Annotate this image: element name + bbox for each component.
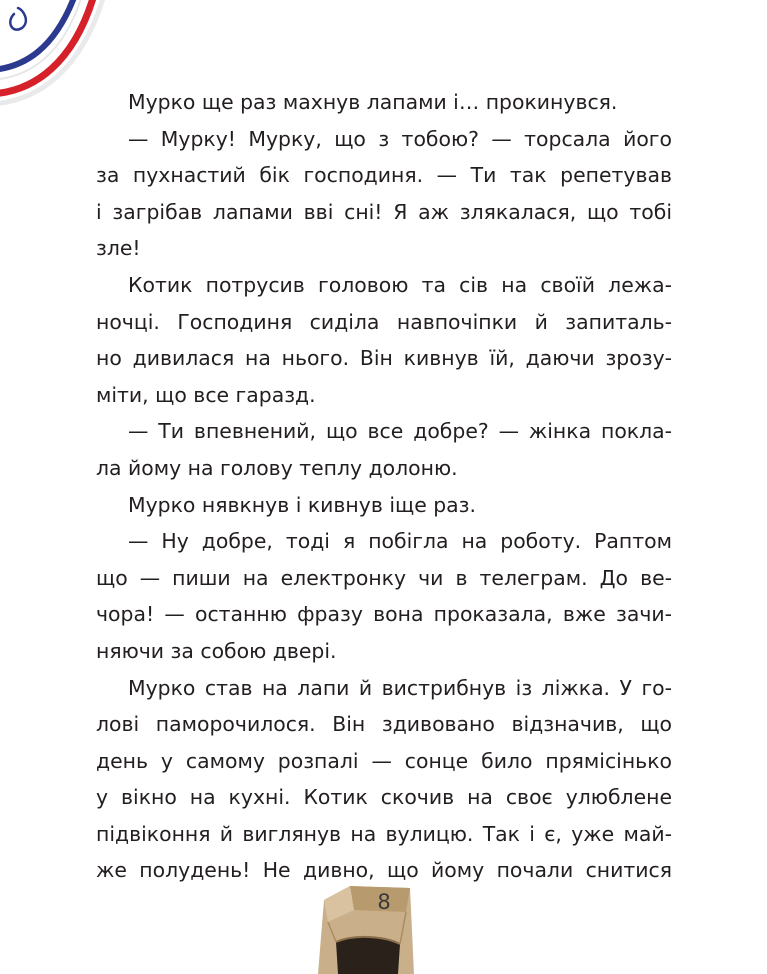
- text-line: зле!: [96, 236, 141, 261]
- page-text: [96, 84, 672, 889]
- text-line: підвіконня й виглянув на вулицю. Так і є, уже май-: [96, 821, 672, 846]
- text-line: Котик потрусив головою та сів на своїй лежа-: [128, 272, 672, 297]
- text-line: чора! — останню фразу вона проказала, вже зачи-: [96, 602, 672, 627]
- text-line: за пухнастий бік господиня. — Ти так репетував: [96, 163, 672, 188]
- text-line: — Ну добре, тоді я побігла на роботу. Раптом: [128, 529, 672, 554]
- text-line: що — пиши на електронку чи в телеграм. До ве-: [96, 565, 672, 590]
- text-line: же полудень! Не дивно, що йому почали снитися: [96, 858, 672, 883]
- text-line: день у самому розпалі — сонце било прямісінько: [96, 748, 672, 773]
- text-line: міти, що все гаразд.: [96, 382, 316, 407]
- text-line: Мурко ще раз махнув лапами і… прокинувся.: [128, 90, 618, 114]
- text-line: і загрібав лапами вві сні! Я аж злякалася, що тобі: [96, 199, 672, 224]
- text-line: — Мурку! Мурку, що з тобою? — торсала його: [128, 126, 672, 151]
- text-line: Мурко нявкнув і кивнув іще раз.: [128, 492, 476, 517]
- page-number: 8: [377, 890, 391, 914]
- text-line: но дивилася на нього. Він кивнув їй, даючи зрозу-: [96, 346, 672, 371]
- text-line: лові паморочилося. Він здивовано відзначив, що: [96, 712, 672, 737]
- text-line: няючи за собою двері.: [96, 638, 337, 663]
- text-line: ла йому на голову теплу долоню.: [96, 455, 458, 480]
- text-line: Мурко став на лапи й вистрибнув із ліжка. У го-: [128, 675, 672, 700]
- page-number-badge: [314, 882, 422, 974]
- text-line: ночці. Господиня сиділа навпочіпки й запиталь-: [96, 309, 672, 334]
- text-line: — Ти впевнений, що все добре? — жінка покла-: [128, 419, 672, 444]
- ribbon-swirl-icon: [0, 0, 110, 110]
- text-line: у вікно на кухні. Котик скочив на своє улюблене: [96, 785, 672, 810]
